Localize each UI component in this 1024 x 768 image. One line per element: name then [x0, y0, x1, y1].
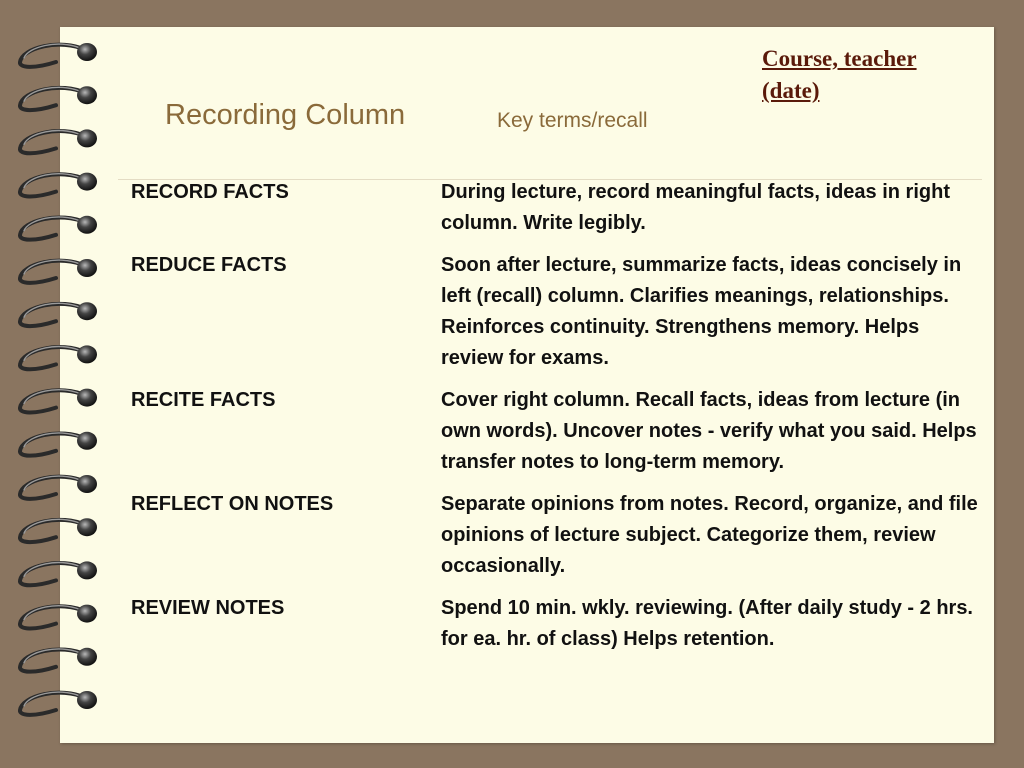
table-row	[131, 489, 981, 582]
binding-ring	[20, 389, 97, 413]
binding-ring	[20, 86, 97, 110]
binding-ring	[20, 561, 97, 585]
row-description: During lecture, record meaningful facts, ideas in right column. Write legibly.	[441, 181, 950, 234]
page-title: Recording Column	[165, 99, 406, 131]
binding-ring	[20, 173, 97, 197]
course-line-1: Course, teacher	[762, 46, 917, 71]
binding-ring	[20, 691, 97, 715]
row-term: REVIEW NOTES	[131, 597, 285, 619]
binding-ring	[20, 432, 97, 456]
binding-ring	[20, 345, 97, 369]
row-term: REFLECT ON NOTES	[131, 493, 334, 515]
binding-ring	[20, 518, 97, 542]
row-term: RECITE FACTS	[131, 389, 276, 411]
row-description: Soon after lecture, summarize facts, ideas concisely in left (recall) column. Clarifies meanings, relationships. Reinforces continuity. Strengthens memory. Helps review for exams.	[441, 254, 962, 369]
table-row	[131, 177, 981, 239]
row-description: Cover right column. Recall facts, ideas from lecture (in own words). Uncover notes - verify what you said. Helps transfer notes to long-term memory.	[441, 389, 977, 473]
binding-ring	[20, 129, 97, 153]
course-line-2: (date)	[762, 78, 820, 103]
binding-ring	[20, 475, 97, 499]
table-row	[131, 250, 981, 374]
binding-ring	[20, 259, 97, 283]
steps-table	[131, 177, 981, 666]
binding-ring	[20, 302, 97, 326]
course-teacher-date	[762, 43, 972, 107]
row-term: REDUCE FACTS	[131, 254, 287, 276]
binding-ring	[20, 43, 97, 67]
table-row	[131, 593, 981, 655]
row-term: RECORD FACTS	[131, 181, 289, 203]
binding-ring	[20, 605, 97, 629]
notebook-page	[60, 27, 994, 743]
binding-ring	[20, 216, 97, 240]
row-description: Spend 10 min. wkly. reviewing. (After daily study - 2 hrs. for ea. hr. of class) Helps retention.	[441, 597, 973, 650]
spiral-binding-icon	[0, 0, 110, 768]
binding-ring	[20, 648, 97, 672]
table-row	[131, 385, 981, 478]
page-subtitle: Key terms/recall	[497, 109, 648, 132]
row-description: Separate opinions from notes. Record, organize, and file opinions of lecture subject. Categorize them, review occasionally.	[441, 493, 978, 577]
